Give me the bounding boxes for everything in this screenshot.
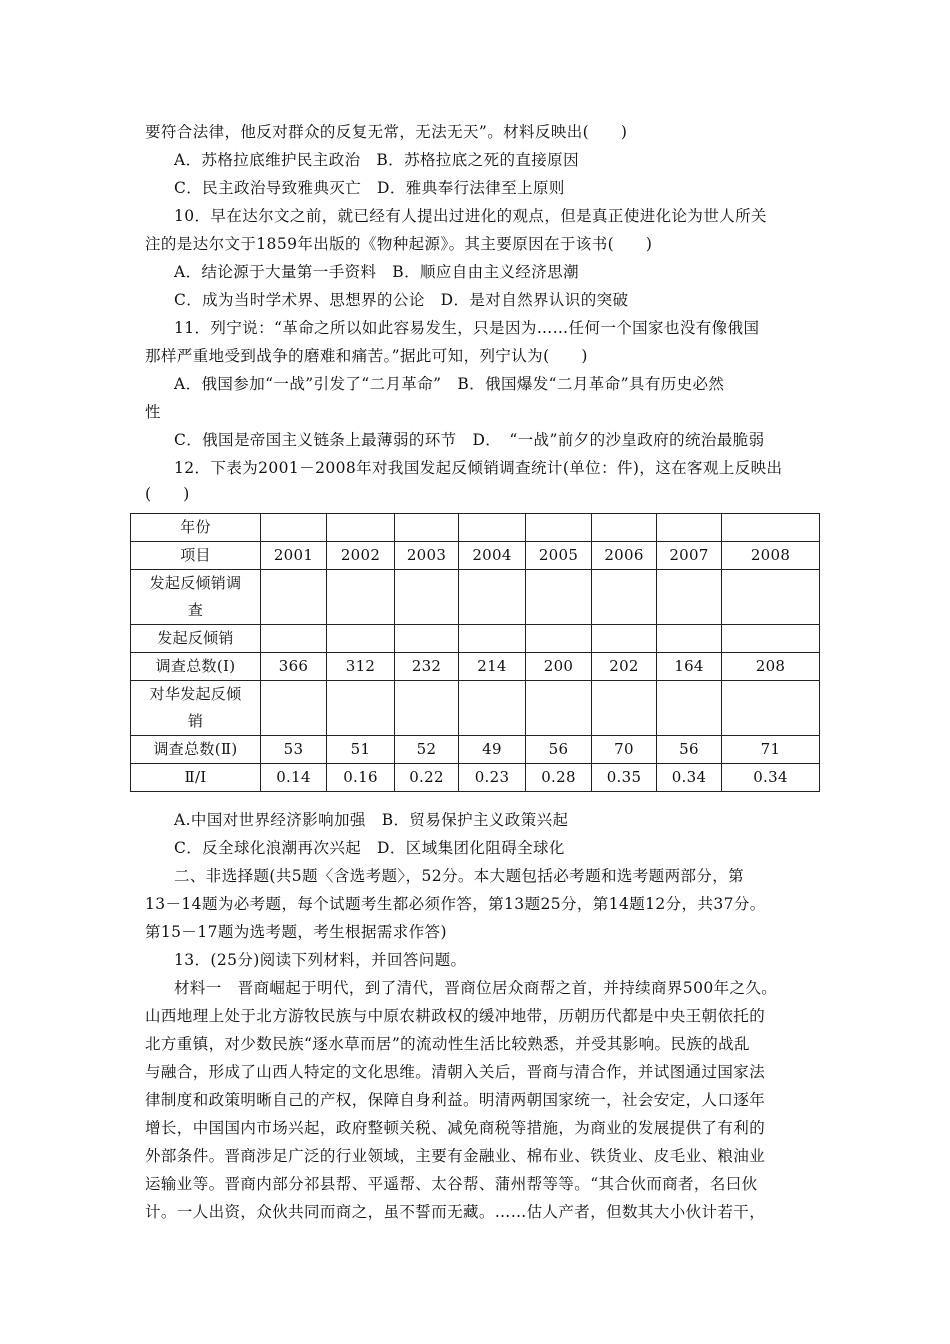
year-cell: 2008 [722, 542, 820, 570]
text-line: 外部条件。晋商涉足广泛的行业领域，主要有金融业、棉布业、铁货业、皮毛业、粮油业 [145, 1147, 766, 1165]
anti-dumping-table [130, 513, 820, 792]
value-cell: 51 [327, 736, 395, 764]
row-label: Ⅱ/Ⅰ [131, 764, 261, 792]
text-line: 那样严重地受到战争的磨难和痛苦。”据此可知，列宁认为( ) [145, 347, 588, 365]
table-row [131, 542, 820, 570]
value-cell: 200 [526, 653, 592, 681]
value-cell: 56 [526, 736, 592, 764]
row-label-line: 销 [187, 712, 204, 730]
option-line: A．俄国参加“一战”引发了“二月革命” B．俄国爆发“二月革命”具有历史必然 [174, 375, 725, 393]
option-line: C．民主政治导致雅典灭亡 D．雅典奉行法律至上原则 [174, 179, 565, 197]
value-cell: 0.28 [526, 764, 592, 792]
value-cell: 56 [657, 736, 722, 764]
answer-blank: ( ) [145, 485, 190, 503]
header-item-label: 项目 [131, 542, 261, 570]
value-cell: 0.23 [459, 764, 526, 792]
option-line: C．成为当时学术界、思想界的公论 D．是对自然界认识的突破 [174, 291, 629, 309]
text-line: 增长，中国国内市场兴起，政府整顿关税、减免商税等措施，为商业的发展提供了有利的 [145, 1119, 766, 1137]
option-line: C．反全球化浪潮再次兴起 D．区域集团化阻碍全球化 [174, 839, 565, 857]
text-line: 注的是达尔文于1859年出版的《物种起源》。其主要原因在于该书( ) [145, 235, 653, 253]
row-label-line: 查 [187, 601, 204, 619]
text-line: 律制度和政策明晰自己的产权，保障自身利益。明清两朝国家统一，社会安定，人口逐年 [145, 1091, 766, 1109]
row-label: 发起反倾销 [131, 625, 261, 653]
value-cell: 0.22 [395, 764, 459, 792]
value-cell: 0.35 [592, 764, 657, 792]
question-10: 10．早在达尔文之前，就已经有人提出过进化的观点，但是真正使进化论为世人所关 [174, 207, 767, 225]
text-line: 要符合法律，他反对群众的反复无常，无法无天”。材料反映出( ) [145, 123, 628, 141]
year-cell: 2006 [592, 542, 657, 570]
value-cell: 52 [395, 736, 459, 764]
table-row [131, 736, 820, 764]
row-label [131, 570, 261, 625]
text-line: 13－14题为必考题，每个试题考生都必须作答，第13题25分，第14题12分，共37分。 [145, 895, 766, 913]
value-cell: 312 [327, 653, 395, 681]
value-cell: 202 [592, 653, 657, 681]
year-cell: 2005 [526, 542, 592, 570]
header-year-label: 年份 [131, 514, 261, 542]
table-row [131, 514, 820, 542]
value-cell: 49 [459, 736, 526, 764]
material-1: 材料一 晋商崛起于明代，到了清代，晋商位居众商帮之首，并持续商界500年之久。 [174, 979, 778, 997]
text-line: 第15－17题为选考题，考生根据需求作答) [145, 923, 447, 941]
value-cell: 70 [592, 736, 657, 764]
year-cell: 2004 [459, 542, 526, 570]
option-line: A.中国对世界经济影响加强 B．贸易保护主义政策兴起 [174, 811, 569, 829]
question-11: 11．列宁说：“革命之所以如此容易发生，只是因为……任何一个国家也没有像俄国 [174, 319, 760, 337]
row-label: 调查总数(Ⅱ) [131, 736, 261, 764]
text-line: 性 [145, 403, 161, 421]
question-13: 13．(25分)阅读下列材料，并回答问题。 [174, 951, 467, 969]
table-row [131, 625, 820, 653]
value-cell: 0.16 [327, 764, 395, 792]
table-row [131, 653, 820, 681]
value-cell: 208 [722, 653, 820, 681]
question-12: 12．下表为2001－2008年对我国发起反倾销调查统计(单位：件)，这在客观上反映出 [174, 459, 783, 477]
year-cell: 2002 [327, 542, 395, 570]
table-row [131, 681, 820, 736]
table-row [131, 570, 820, 625]
option-line: C．俄国是帝国主义链条上最薄弱的环节 D． “一战”前夕的沙皇政府的统治最脆弱 [174, 431, 765, 449]
row-label: 调查总数(Ⅰ) [131, 653, 261, 681]
year-cell: 2001 [261, 542, 327, 570]
value-cell: 0.14 [261, 764, 327, 792]
value-cell: 366 [261, 653, 327, 681]
value-cell: 164 [657, 653, 722, 681]
value-cell: 53 [261, 736, 327, 764]
row-label [131, 681, 261, 736]
row-label-line: 对华发起反倾 [149, 685, 242, 703]
year-cell: 2007 [657, 542, 722, 570]
row-label-line: 发起反倾销调 [149, 574, 242, 592]
text-line: 与融合，形成了山西人特定的文化思维。清朝入关后，晋商与清合作，并试图通过国家法 [145, 1063, 766, 1081]
value-cell: 0.34 [657, 764, 722, 792]
text-line: 运输业等。晋商内部分祁县帮、平遥帮、太谷帮、蒲州帮等等。“其合伙而商者，名曰伙 [145, 1175, 758, 1193]
year-cell: 2003 [395, 542, 459, 570]
value-cell: 0.34 [722, 764, 820, 792]
option-line: A．结论源于大量第一手资料 B．顺应自由主义经济思潮 [174, 263, 579, 281]
text-line: 计。一人出资，众伙共同而商之，虽不誓而无藏。……估人产者，但数其大小伙计若干， [145, 1203, 766, 1221]
value-cell: 232 [395, 653, 459, 681]
option-line: A．苏格拉底维护民主政治 B．苏格拉底之死的直接原因 [174, 151, 579, 169]
table-row [131, 764, 820, 792]
text-line: 山西地理上处于北方游牧民族与中原农耕政权的缓冲地带，历朝历代都是中央王朝依托的 [145, 1007, 766, 1025]
section-heading: 二、非选择题(共5题〈含选考题〉，52分。本大题包括必考题和选考题两部分，第 [174, 867, 745, 885]
value-cell: 71 [722, 736, 820, 764]
text-line: 北方重镇，对少数民族“逐水草而居”的流动性生活比较熟悉，并受其影响。民族的战乱 [145, 1035, 750, 1053]
value-cell: 214 [459, 653, 526, 681]
